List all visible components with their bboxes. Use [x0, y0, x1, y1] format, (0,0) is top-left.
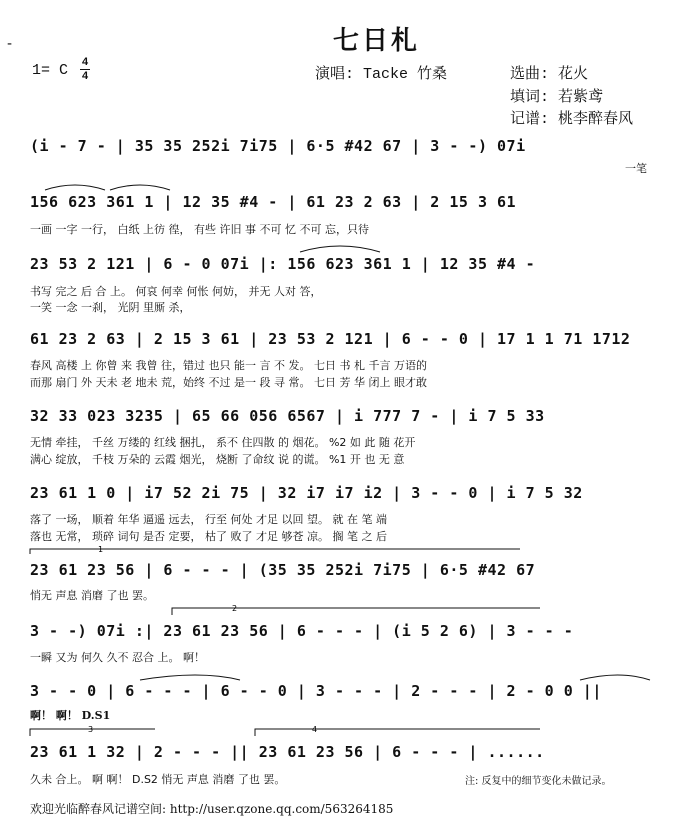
song-title: 七日札	[333, 26, 421, 56]
staff-row-5: 32 33 023 3235 | 65 66 056 6567 | i 777 7 - | i 7 5 33	[30, 407, 545, 425]
lyric-row-7: 悄无 声息 消磨 了也 罢。	[30, 589, 154, 602]
staff-row-1: (i - 7 - | 35 35 252i 7i75 | 6·5 #42 67 | 3 - -) 07i	[30, 137, 526, 155]
volta-label-4: 4	[312, 725, 318, 734]
volta-bracket-4	[255, 729, 540, 736]
lyric-row-4a: 春风 高楼 上 你曾 来 我曾 往，错过 也只 能一 言 不 发。 七日 书 札 千言 万语的	[30, 359, 427, 372]
tie-mark	[45, 185, 105, 190]
volta-bracket-2	[172, 608, 540, 615]
lyric-row-4b: 而那 扇门 外 天未 老 地未 荒，始终 不过 是一 段 寻 常。 七日 芳 华 闭上 眼才敢	[30, 376, 427, 389]
lyric-row-2: 一画 一字 一行， 白纸 上彷 徨， 有些 许旧 事 不可 忆 不可 忘，只待	[30, 223, 369, 236]
volta-label-3: 3	[88, 725, 94, 734]
staff-row-9: 3 - - 0 | 6 - - - | 6 - - 0 | 3 - - - | 2 - - - | 2 - 0 0 ||	[30, 682, 602, 700]
key-signature: 1= C	[32, 62, 69, 79]
lyric-row-3a: 书写 完之 后 合 上。 何哀 何幸 何怅 何妨， 并无 人对 答，	[30, 285, 322, 298]
lyric-row-10: 久未 合上。 啊 啊！ D.S2 悄无 声息 消磨 了也 罢。	[30, 773, 286, 786]
time-signature-top: 4	[81, 56, 89, 68]
time-signature-bottom: 4	[81, 70, 89, 82]
staff-row-3: 23 53 2 121 | 6 - 0 07i |: 156 623 361 1 | 12 35 #4 -	[30, 255, 536, 273]
transcriber-credit: 记谱: 桃李醉春风	[510, 111, 634, 128]
tie-mark	[140, 675, 240, 680]
tie-mark	[110, 185, 170, 190]
staff-row-7: 23 61 23 56 | 6 - - - | (35 35 252i 7i75 | 6·5 #42 67	[30, 561, 536, 579]
tie-mark	[300, 246, 380, 252]
footnote: 注: 反复中的细节变化未做记录。	[465, 776, 612, 787]
music-credit: 选曲: 花火	[510, 66, 589, 83]
singer-credit: 演唱: Tacke 竹桑	[315, 66, 448, 83]
lyric-row-9: 啊！ 啊！ D.S1	[30, 709, 111, 722]
volta-bracket-1	[30, 549, 520, 554]
lyrics-credit: 填词: 若紫鸢	[510, 89, 604, 106]
volta-label-1: 1	[98, 545, 104, 554]
tie-mark	[580, 675, 650, 680]
lyric-row-1: 一笔	[625, 162, 647, 175]
lyric-row-8: 一瞬 又为 何久 久不 忍合 上。 啊！	[30, 651, 205, 664]
lyric-row-3b: 一笑 一念 一刹， 光阴 里厮 杀，	[30, 301, 191, 314]
staff-row-10: 23 61 1 32 | 2 - - - || 23 61 23 56 | 6 - - - | ......	[30, 743, 545, 761]
lyric-row-5a: 无情 牵挂， 千丝 万缕的 红线 捆扎， 系不 住四散 的 烟花。 %2 如 此 随 花开	[30, 436, 416, 449]
lyric-row-6b: 落也 无常， 琐碎 词句 是否 定要， 枯了 败了 才足 够苍 凉。 搁 笔 之 后	[30, 530, 387, 543]
lyric-row-5b: 满心 绽放， 千枝 万朵的 云霞 烟光， 烧断 了命纹 说 的谎。 %1 开 也 无 意	[30, 453, 405, 466]
corner-dash: -	[7, 36, 13, 52]
staff-row-2: 156 623 361 1 | 12 35 #4 - | 61 23 2 63 | 2 15 3 61	[30, 193, 517, 211]
volta-label-2: 2	[232, 604, 238, 613]
lyric-row-6a: 落了 一场， 顺着 年华 逼遥 远去， 行至 何处 才足 以回 望。 就 在 笔 端	[30, 513, 387, 526]
staff-row-4: 61 23 2 63 | 2 15 3 61 | 23 53 2 121 | 6 - - 0 | 17 1 1 71 1712	[30, 330, 631, 348]
staff-row-6: 23 61 1 0 | i7 52 2i 75 | 32 i7 i7 i2 | 3 - - 0 | i 7 5 32	[30, 484, 583, 502]
footer-link-text: 欢迎光临醉春风记谱空间: http://user.qzone.qq.com/563264185	[30, 802, 394, 816]
staff-row-8: 3 - -) 07i :| 23 61 23 56 | 6 - - - | (i 5 2 6) | 3 - - -	[30, 622, 574, 640]
